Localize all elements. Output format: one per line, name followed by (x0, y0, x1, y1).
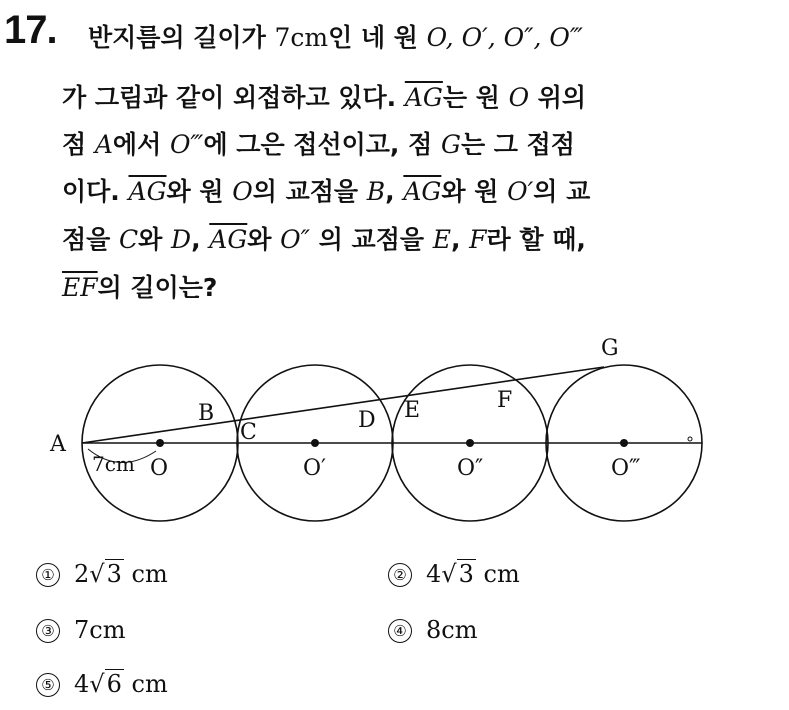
question-line-2: 가 그림과 같이 외접하고 있다. $\overline{AG}$는 원 O 위의 (62, 83, 587, 112)
label-b: B (198, 401, 215, 426)
choice-3[interactable]: ③ 7cm (36, 616, 125, 644)
label-c: C (240, 420, 257, 445)
geometry-figure (0, 325, 789, 525)
center-dot-o (156, 439, 164, 447)
tangent-point-mark (688, 437, 692, 441)
question-line-4: 이다. $\overline{AG}$와 원 O의 교점을 B, $\overline{AG}$와 원 O′의 교 (62, 177, 591, 206)
label-radius: 7cm (92, 452, 135, 476)
label-e: E (404, 398, 421, 423)
question-line-6: $\overline{EF}$의 길이는? (62, 273, 218, 302)
choice-2[interactable]: ② 4√3 cm (388, 560, 520, 588)
label-d: D (358, 408, 376, 433)
question-line-5: 점을 C와 D, $\overline{AG}$와 O″ 의 교점을 E, F라 할 때, (62, 225, 586, 254)
center-dot-o-prime (311, 439, 319, 447)
question-line-1: 반지름의 길이가 7cm인 네 원 O, O′, O″, O‴ (88, 23, 583, 52)
choice-5[interactable]: ⑤ 4√6 cm (36, 670, 168, 698)
center-dot-o-double-prime (466, 439, 474, 447)
center-dot-o-triple-prime (620, 439, 628, 447)
tangent-line-ag (82, 367, 604, 443)
label-o-triple-prime: O‴ (611, 456, 641, 481)
question-line-3: 점 A에서 O‴에 그은 접선이고, 점 G는 그 접점 (62, 130, 575, 159)
choice-4[interactable]: ④ 8cm (388, 616, 477, 644)
label-g: G (601, 336, 619, 361)
choice-1[interactable]: ① 2√3 cm (36, 560, 168, 588)
question-number: 17. (4, 8, 57, 52)
label-a: A (50, 432, 66, 457)
label-o-prime: O′ (303, 456, 327, 481)
label-o-double-prime: O″ (457, 456, 484, 481)
label-f: F (497, 388, 513, 413)
label-o: O (150, 456, 169, 481)
